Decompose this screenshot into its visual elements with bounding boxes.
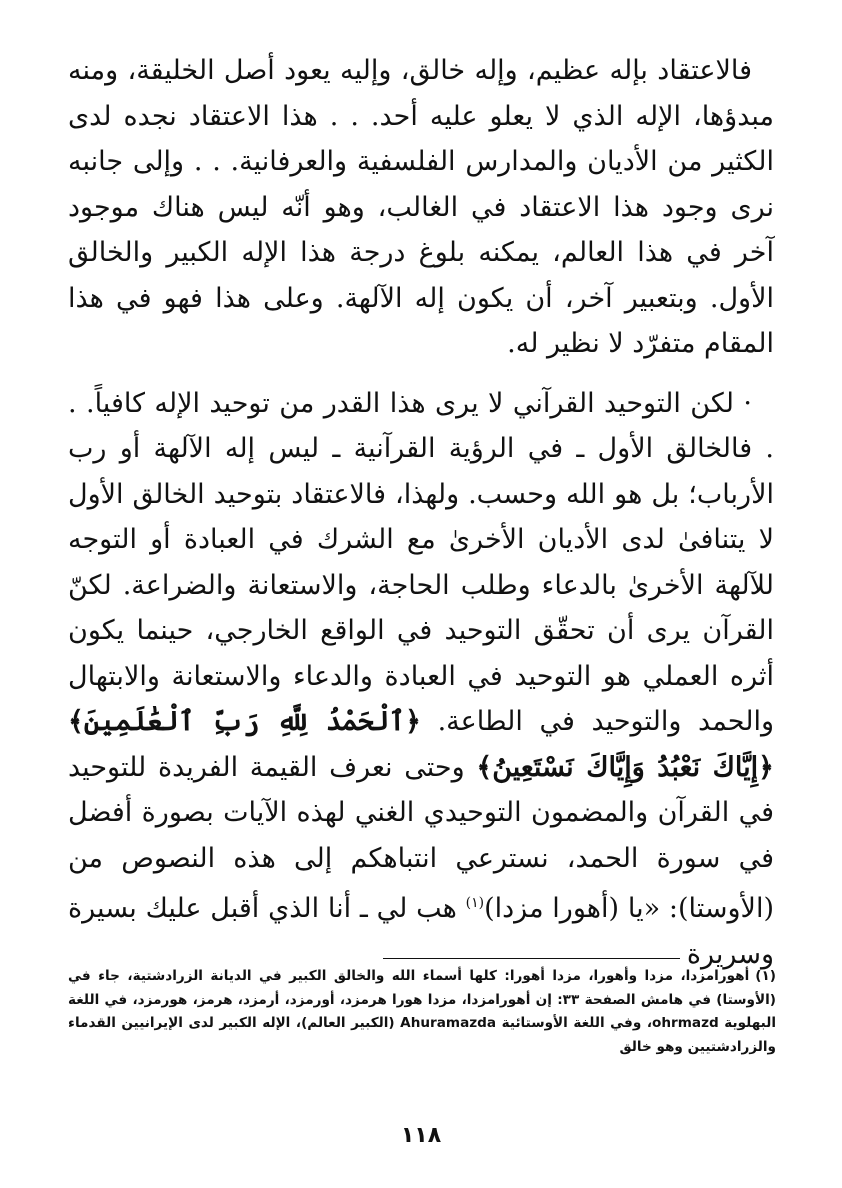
page-number: ١١٨	[400, 1123, 442, 1148]
paragraph-2-text-b: وحتى نعرف القيمة الفريدة للتوحيد في القرآن والمضمون التوحيدي الغني لهذه الآيات بصورة أفضل في سورة الحمد، نسترعي انتباهكم إلى هذه النصوص من (الأوستا): «يا (أهورا مزدا)	[68, 751, 774, 924]
quran-verse-1: ﴿ٱلْحَمْدُ لِلَّهِ رَبِّ ٱلْعَٰلَمِينَ﴾	[68, 706, 421, 737]
footnote-number: (١)	[755, 968, 776, 984]
footnote	[68, 965, 776, 1059]
paragraph-2-text-a: · لكن التوحيد القرآني لا يرى هذا القدر من توحيد الإله كافياً. . . فالخالق الأول ـ في الرؤية القرآنية ـ ليس إله الآلهة أو رب الأرباب؛ بل هو الله وحسب. ولهذا، فالاعتقاد بتوحيد الخالق الأول لا يتنافىٰ لدى الأديان الأخرىٰ مع الشرك في العبادة أو التوجه للآلهة الأخرىٰ بالدعاء وطلب الحاجة، والاستعانة والضراعة. لكنّ القرآن يرى أن تحقّق التوحيد في الواقع الخارجي، حينما يكون أثره العملي هو التوحيد في العبادة والدعاء والاستعانة والابتهال والحمد والتوحيد في الطاعة.	[68, 387, 774, 737]
paragraph-2	[68, 381, 774, 978]
page-body	[68, 48, 774, 977]
footnote-divider	[383, 958, 680, 959]
paragraph-2-text-c: هب لي ـ أنا الذي أقبل عليك بسيرة وسريرة	[68, 893, 774, 970]
footnote-reference[interactable]: (١)	[465, 895, 485, 911]
paragraph-1: فالاعتقاد بإله عظيم، وإله خالق، وإليه يعود أصل الخليقة، ومنه مبدؤها، الإله الذي لا يعلو عليه أحد. . . هذا الاعتقاد نجده لدى الكثير من الأديان والمدارس الفلسفية والعرفانية. . . وإلى جانبه نرى وجود هذا الاعتقاد في الغالب، وهو أنّه ليس هناك موجود آخر في هذا العالم، يمكنه بلوغ درجة هذا الإله الكبير والخالق الأول. وبتعبير آخر، أن يكون إله الآلهة. وعلى هذا فهو في هذا المقام متفرّد لا نظير له.	[68, 55, 774, 359]
footnote-text: أهورامزدا، مزدا وأهورا، مزدا أهورا: كلها أسماء الله والخالق الكبير في الديانة الزرادشتية، جاء في (الأوستا) في هامش الصفحة ٣٣: إن أهورامزدا، مزدا هورا هرمزد، أورمزد، أرمزد، هرمز، هورمزد، في اللغة البهلوية ohrmazd، وفي اللغة الأوستائية Ahuramazda (الكبير العالم)، الإله الكبير لدى الإيرانيين القدماء والزرادشتيين وهو خالق	[68, 968, 776, 1055]
quran-verse-2: ﴿إِيَّاكَ نَعْبُدُ وَإِيَّاكَ نَسْتَعِينُ﴾	[476, 751, 774, 783]
